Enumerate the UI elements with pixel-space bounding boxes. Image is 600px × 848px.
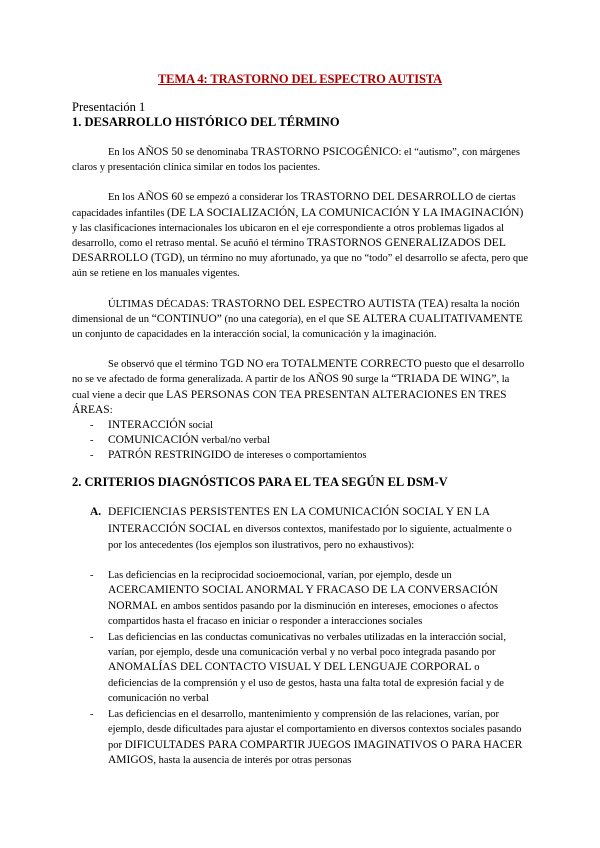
document-title: TEMA 4: TRASTORNO DEL ESPECTRO AUTISTA [157, 72, 443, 86]
wing-triad-list [90, 418, 528, 463]
list-item: - Las deficiencias en las conductas comunicativas no verbales utilizadas en la interacción social, varían, por ejemplo, desde una comunicación verbal y no verbal poco integrada pasando por ANOMALÍAS DEL CONTACTO VISUAL Y DEL LENGUAJE CORPORAL o deficiencias de la comprensión y el uso de gestos, hasta una falta total de expresión facial y de comunicación no verbal [90, 630, 528, 707]
list-item: - INTERACCIÓN social [90, 418, 528, 433]
list-item: - Las deficiencias en la reciprocidad socioemocional, varían, por ejemplo, desde un ACERCAMIENTO SOCIAL ANORMAL Y FRACASO DE LA CONVERSACIÓN NORMAL en ambos sentidos pasando por la disminución en intereses, emociones o afectos compartidos hasta el fracaso en iniciar o responder a interacciones sociales [90, 568, 528, 630]
document-body [72, 100, 528, 768]
paragraph-tgd-wing: Se observó que el término TGD NO era TOTALMENTE CORRECTO puesto que el desarrollo no se ve afectado de forma generalizada. A partir de los AÑOS 90 surge la “TRIADA DE WING”, la cual viene a decir que LAS PERSONAS CON TEA PRESENTAN ALTERACIONES EN TRES ÁREAS: [72, 358, 525, 416]
criterion-marker: A. [90, 506, 102, 519]
list-item: - COMUNICACIÓN verbal/no verbal [90, 433, 528, 448]
presentation-label: Presentación 1 [72, 100, 146, 114]
section-2-heading: 2. CRITERIOS DIAGNÓSTICOS PARA EL TEA SEGÚN EL DSM-V [72, 475, 448, 490]
paragraph-1950s: En los AÑOS 50 se denominaba TRASTORNO PSICOGÉNICO: el “autismo”, con márgenes claros y presentación clínica similar en todos los pacientes. [72, 146, 520, 174]
list-item: - PATRÓN RESTRINGIDO de intereses o comportamientos [90, 448, 528, 463]
paragraph-recent-decades: ÚLTIMAS DÉCADAS: TRASTORNO DEL ESPECTRO AUTISTA (TEA) resalta la noción dimensional de un “CONTINUO” (no una categoría), en el que SE ALTERA CUALITATIVAMENTE un conjunto de capacidades en la interacción social, la comunicación y la imaginación. [72, 297, 523, 341]
section-1-heading: 1. DESARROLLO HISTÓRICO DEL TÉRMINO [72, 115, 340, 129]
criterion-a: A. DEFICIENCIAS PERSISTENTES EN LA COMUNICACIÓN SOCIAL Y EN LA INTERACCIÓN SOCIAL en diversos contextos, manifestado por lo siguiente, actualmente o por los antecedentes (los ejemplos son ilustrativos, pero no exhaustivos): [90, 506, 512, 552]
criterion-a-bullets [90, 568, 528, 768]
list-item: - Las deficiencias en el desarrollo, mantenimiento y comprensión de las relaciones, varían, por ejemplo, desde dificultades para ajustar el comportamiento en diversos contextos sociales pasando por DIFICULTADES PARA COMPARTIR JUEGOS IMAGINATIVOS O PARA HACER AMIGOS, hasta la ausencia de interés por otras personas [90, 707, 528, 769]
paragraph-1960s: En los AÑOS 60 se empezó a considerar los TRASTORNO DEL DESARROLLO de ciertas capacidades infantiles (DE LA SOCIALIZACIÓN, LA COMUNICACIÓN Y LA IMAGINACIÓN) y las clasificaciones internacionales los ubicaron en el eje correspondiente a otros problemas ligados al desarrollo, como el retraso mental. Se acuñó el término TRASTORNOS GENERALIZADOS DEL DESARROLLO (TGD), un término no muy afortunado, ya que no “todo” el desarrollo se afecta, pero que aún se retiene en los manuales vigentes. [72, 191, 529, 280]
